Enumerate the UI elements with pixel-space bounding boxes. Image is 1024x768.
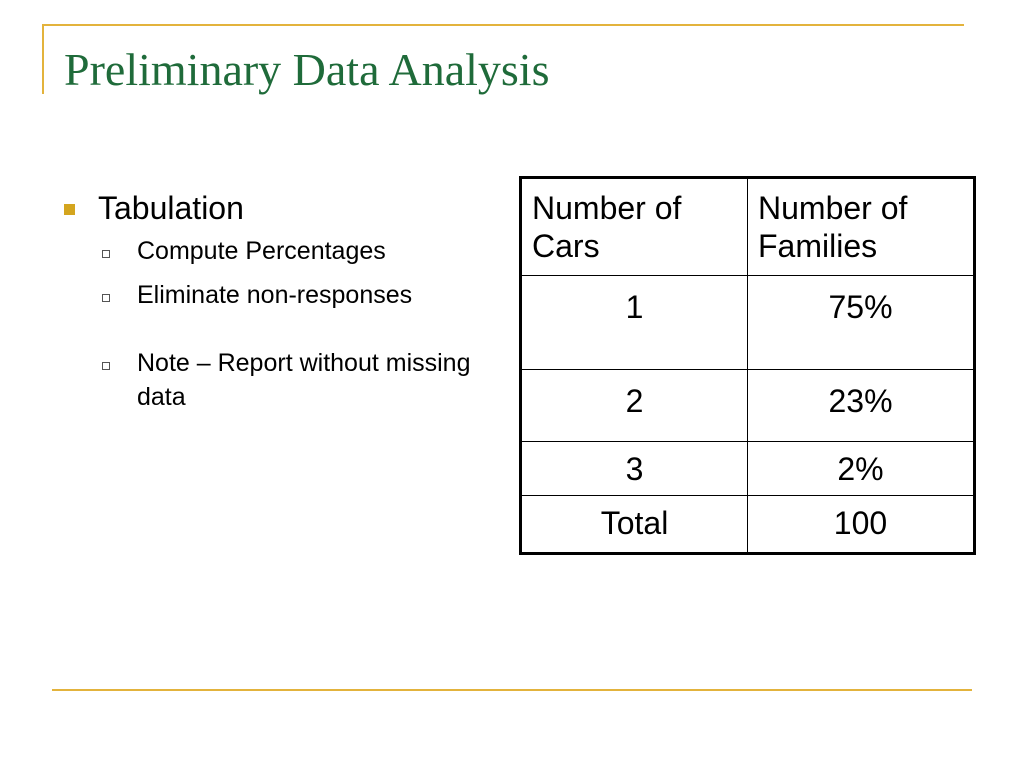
sub-bullet-text: Eliminate non-responses: [137, 281, 413, 309]
table-row: [521, 442, 975, 496]
table-cell: 100: [748, 496, 975, 554]
bullet-item-tabulation: [62, 188, 502, 228]
table-cell: Total: [521, 496, 748, 554]
table-header-cell: Number of Families: [748, 178, 975, 276]
table-total-row: [521, 496, 975, 554]
sub-bullet-item: [100, 346, 502, 414]
cars-families-table: [519, 176, 976, 555]
sub-bullet-item: [100, 278, 502, 312]
table-cell: 3: [521, 442, 748, 496]
table-row: [521, 370, 975, 442]
table-cell: 1: [521, 276, 748, 370]
table-cell: 2: [521, 370, 748, 442]
hollow-square-bullet-icon: [102, 294, 110, 302]
hollow-square-bullet-icon: [102, 250, 110, 258]
slide-title: Preliminary Data Analysis: [64, 44, 550, 95]
frame-bottom-line: [52, 689, 972, 691]
bullet-list: [62, 188, 502, 424]
sub-bullet-text: Note – Report without missing data: [137, 349, 471, 411]
table-cell: 23%: [748, 370, 975, 442]
sub-bullet-text: Compute Percentages: [137, 237, 386, 265]
table-header-cell: Number of Cars: [521, 178, 748, 276]
frame-left-line: [42, 24, 44, 94]
table-cell: 75%: [748, 276, 975, 370]
square-bullet-icon: [64, 204, 75, 215]
frame-top-line: [42, 24, 964, 26]
table-cell: 2%: [748, 442, 975, 496]
table-header-row: [521, 178, 975, 276]
data-table-container: [519, 176, 976, 555]
sub-bullet-list: [62, 234, 502, 414]
bullet-text: Tabulation: [98, 190, 244, 226]
sub-bullet-item: [100, 234, 502, 268]
table-row: [521, 276, 975, 370]
hollow-square-bullet-icon: [102, 362, 110, 370]
